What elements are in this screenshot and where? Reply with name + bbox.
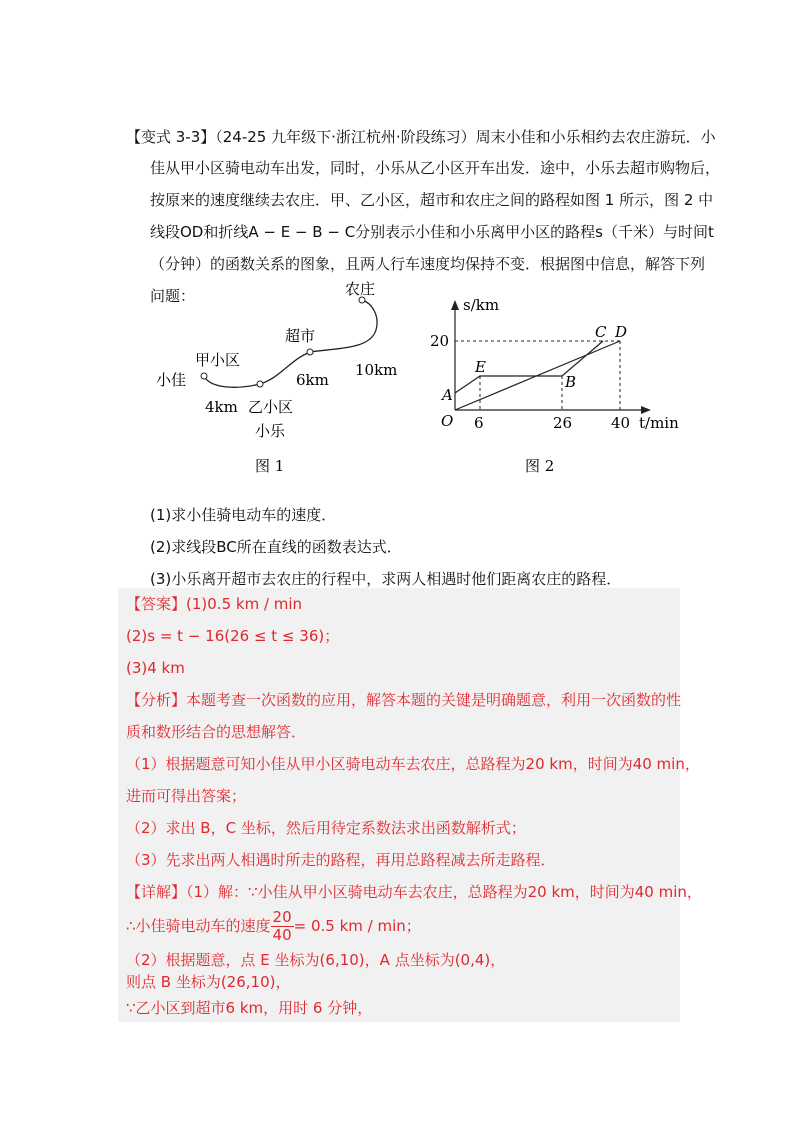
answer-2: (2)s = t − 16(26 ≤ t ≤ 36)；	[126, 627, 340, 645]
analysis-line-6: （3）先求出两人相遇时所走的路程，再用总路程减去所走路程．	[126, 851, 556, 869]
analysis-line-3: （1）根据题意可知小佳从甲小区骑电动车去农庄，总路程为20 km，时间为40 min，	[126, 755, 700, 773]
fraction-numerator: 20	[272, 908, 292, 926]
origin-label: O	[441, 412, 454, 430]
x-axis-label: t/min	[639, 414, 679, 432]
analysis-line-1	[126, 690, 681, 710]
speed-fraction	[271, 909, 294, 944]
detail-line-3: （2）根据题意，点 E 坐标为(6,10)，A 点坐标为(0,4)，	[126, 951, 506, 969]
dist-4km: 4km	[205, 398, 238, 416]
xiaojia-label: 小佳	[156, 371, 187, 389]
detail-text-2: ∴小佳骑电动车的速度	[126, 917, 271, 935]
figure-2-caption: 图 2	[525, 457, 555, 475]
jia-point	[201, 373, 207, 379]
dist-10km: 10km	[355, 361, 398, 379]
answer-tag: 【答案】	[126, 595, 187, 613]
yi-label: 乙小区	[248, 398, 294, 416]
analysis-line-4: 进而可得出答案；	[126, 787, 247, 805]
market-label: 超市	[285, 327, 316, 345]
figure-2	[425, 290, 685, 480]
answer-3: (3)4 km	[126, 659, 185, 677]
problem-line-5: （分钟）的函数关系的图象，且两人行车速度均保持不变．根据图中信息，解答下列	[150, 255, 706, 273]
y-axis-label: s/km	[463, 296, 500, 314]
point-D: D	[615, 323, 628, 341]
detail-line-2	[126, 908, 421, 944]
detail-text-2b: = 0.5 km / min；	[293, 917, 421, 935]
x-tick-6: 6	[474, 414, 484, 432]
y-tick-20: 20	[430, 332, 450, 350]
farm-label: 农庄	[345, 280, 376, 298]
answer-line-1	[126, 594, 302, 614]
problem-line-6: 问题：	[150, 287, 196, 305]
question-1: (1)求小佳骑电动车的速度．	[150, 506, 337, 524]
market-point	[307, 349, 313, 355]
yi-point	[257, 381, 263, 387]
point-E: E	[475, 358, 486, 376]
detail-tag: 【详解】	[126, 883, 187, 901]
question-2: (2)求线段BC所在直线的函数表达式．	[150, 538, 402, 556]
problem-line-3: 按原来的速度继续去农庄．甲、乙小区，超市和农庄之间的路程如图 1 所示，图 2 中	[150, 191, 714, 209]
analysis-tag: 【分析】	[126, 691, 187, 709]
y-axis-arrow	[451, 300, 459, 310]
xiaole-label: 小乐	[255, 422, 286, 440]
point-B: B	[565, 373, 577, 391]
detail-line-5: ∵乙小区到超市6 km，用时 6 分钟，	[126, 999, 373, 1017]
detail-line-4: 则点 B 坐标为(26,10)，	[126, 973, 291, 991]
problem-line-2: 佳从甲小区骑电动车出发，同时，小乐从乙小区开车出发．途中，小乐去超市购物后，	[150, 159, 721, 177]
point-C: C	[595, 323, 607, 341]
x-tick-40: 40	[611, 414, 631, 432]
analysis-text-1: 本题考查一次函数的应用，解答本题的关键是明确题意，利用一次函数的性	[186, 691, 682, 709]
fraction-denominator: 40	[272, 926, 292, 944]
analysis-line-2: 质和数形结合的思想解答．	[126, 723, 307, 741]
problem-line-4: 线段OD和折线A − E − B − C分别表示小佳和小乐离甲小区的路程s（千米）与时间t	[150, 223, 714, 241]
detail-text-1: （1）解：∵小佳从甲小区骑电动车去农庄，总路程为20 km，时间为40 min，	[186, 883, 702, 901]
detail-line-1	[126, 882, 702, 902]
figure-1	[140, 278, 410, 478]
jia-label: 甲小区	[195, 351, 241, 369]
x-axis-arrow	[641, 406, 651, 414]
answer-1: (1)0.5 km / min	[186, 595, 303, 613]
analysis-line-5: （2）求出 B，C 坐标，然后用待定系数法求出函数解析式；	[126, 819, 526, 837]
problem-line-1: 【变式 3-3】（24-25 九年级下·浙江杭州·阶段练习）周末小佳和小乐相约去农庄游玩．小	[126, 128, 716, 146]
dist-6km: 6km	[296, 371, 329, 389]
figure-1-caption: 图 1	[255, 457, 285, 475]
x-tick-26: 26	[553, 414, 573, 432]
question-3: (3)小乐离开超市去农庄的行程中，求两人相遇时他们距离农庄的路程．	[150, 570, 622, 588]
point-A: A	[442, 386, 453, 404]
